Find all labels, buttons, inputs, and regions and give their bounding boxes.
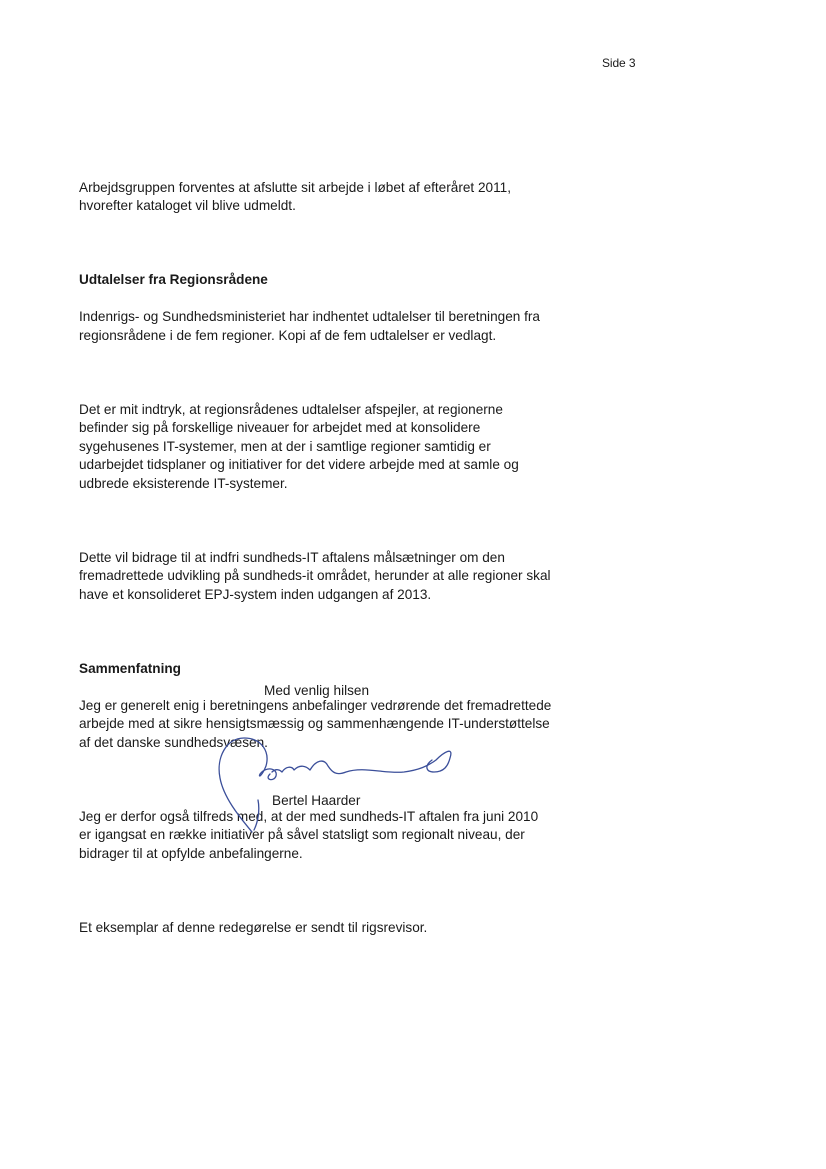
paragraph-text: Et eksemplar af denne redegørelse er sendt til rigsrevisor. xyxy=(79,919,428,935)
letter-body xyxy=(79,160,579,974)
paragraph xyxy=(79,530,579,623)
paragraph xyxy=(79,900,579,956)
section-heading: Udtalelser fra Regionsrådene xyxy=(79,272,268,287)
paragraph-text: Jeg er generelt enig i beretningens anbefalinger vedrørende det fremadrettede arbejde med at sikre hensigtsmæssig og sammenhængende IT-understøttelse af det danske sundhedsvæsen. xyxy=(79,697,552,750)
paragraph-text: Jeg er derfor også tilfreds med, at der med sundheds-IT aftalen fra juni 2010 er igangsat en række initiativer på såvel statsligt som regionalt niveau, der bidrager til at opfylde anbefalingerne. xyxy=(79,808,539,861)
paragraph-text: Indenrigs- og Sundhedsministeriet har indhentet udtalelser til beretningen fra regionsrådene i de fem regioner. Kopi af de fem udtalelser er vedlagt. xyxy=(79,309,540,343)
paragraph xyxy=(79,160,579,234)
handwritten-signature xyxy=(214,730,464,840)
signature-stroke xyxy=(219,738,451,832)
paragraph-text: Arbejdsgruppen forventes at afslutte sit arbejde i løbet af efteråret 2011, hvorefter kataloget vil blive udmeldt. xyxy=(79,179,511,213)
paragraph xyxy=(79,382,579,512)
closing-salutation: Med venlig hilsen xyxy=(264,683,370,698)
signer-name: Bertel Haarder xyxy=(272,793,361,808)
page-number: Side 3 xyxy=(602,56,636,70)
paragraph-text: Dette vil bidrage til at indfri sundheds-IT aftalens målsætninger om den fremadrettede udvikling på sundheds-it området, herunder at alle regioner skal have et konsolideret EPJ-system inden udgangen af 2013. xyxy=(79,549,551,602)
paragraph xyxy=(79,253,579,364)
section-heading: Sammenfatning xyxy=(79,660,181,676)
paragraph-text: Det er mit indtryk, at regionsrådenes udtalelser afspejler, at regionerne befinder sig på forskellige niveauer for arbejdet med at konsolidere sygehusenes IT-systemer, men at der i samtlige regioner samtidig er udarbejdet tidsplaner og initiativer for det videre arbejde med at samle og udbrede eksisterende IT-systemer. xyxy=(79,401,519,491)
